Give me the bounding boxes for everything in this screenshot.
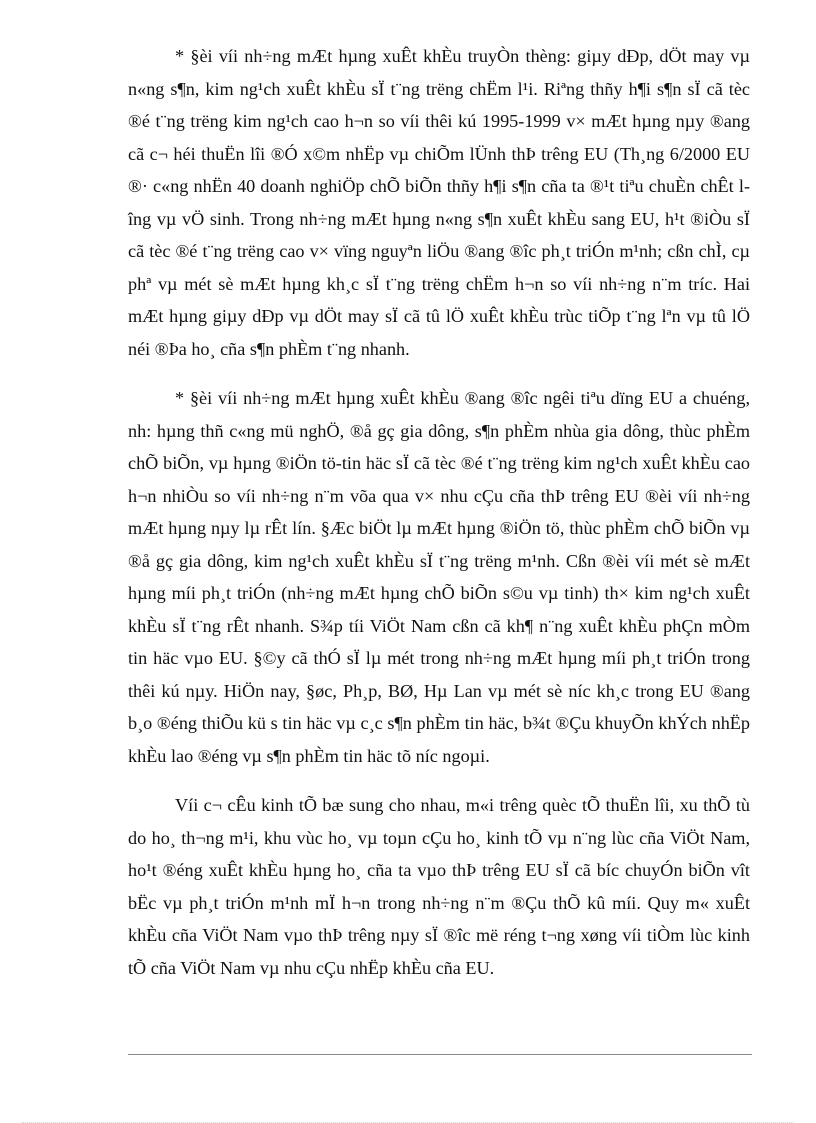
footer-divider xyxy=(128,1054,752,1055)
document-body xyxy=(128,40,750,1001)
paragraph-traditional-exports: * §èi víi nh÷ng mÆt hµng xuÊt khÈu truyÒn thèng: giµy dÐp, dÖt may vµ n«ng s¶n, kim ng¹ch xuÊt khÈu sÏ t¨ng trëng chËm l¹i. Riªng thñy h¶i s¶n sÏ cã tèc ®é t¨ng trëng kim ng¹ch cao h¬n so víi thêi kú 1995-1999 v× mÆt hµng nµy ®ang cã c¬ héi thuËn lîi ®Ó x©m nhËp vµ chiÕm lÜnh thÞ trêng EU (Th¸ng 6/2000 EU ®· c«ng nhËn 40 doanh nghiÖp chÕ biÕn thñy h¶i s¶n cña ta ®¹t tiªu chuÈn chÊt lîng vµ vÖ sinh. Trong nh÷ng mÆt hµng n«ng s¶n xuÊt khÈu sang EU, h¹t ®iÒu sÏ cã tèc ®é t¨ng trëng cao v× vïng nguyªn liÖu ®ang ®îc ph¸t triÓn m¹nh; cßn chÌ, cµ phª vµ mét sè mÆt hµng kh¸c sÏ t¨ng trëng chËm h¬n so víi nh÷ng n¨m tríc. Hai mÆt hµng giµy dÐp vµ dÖt may sÏ cã tû lÖ xuÊt khÈu trùc tiÕp t¨ng lªn vµ tû lÖ néi ®Þa ho¸ cña s¶n phÈm t¨ng nhanh. xyxy=(128,46,750,359)
paragraph-favored-exports: * §èi víi nh÷ng mÆt hµng xuÊt khÈu ®ang ®îc ngêi tiªu dïng EU a chuéng, nh: hµng thñ c«ng mü nghÖ, ®å gç gia dông, s¶n phÈm nhùa gia dông, thùc phÈm chÕ biÕn, vµ hµng ®iÖn tö-tin häc sÏ cã tèc ®é t¨ng trëng kim ng¹ch xuÊt khÈu cao h¬n nhiÒu so víi nh÷ng n¨m võa qua v× nhu cÇu cña thÞ trêng EU ®èi víi nh÷ng mÆt hµng nµy lµ rÊt lín. §Æc biÖt lµ mÆt hµng ®iÖn tö, thùc phÈm chÕ biÕn vµ ®å gç gia dông, kim ng¹ch xuÊt khÈu sÏ t¨ng trëng m¹nh. Cßn ®èi víi mét sè mÆt hµng míi ph¸t triÓn (nh÷ng mÆt hµng chÕ biÕn s©u vµ tinh) th× kim ng¹ch xuÊt khÈu sÏ t¨ng rÊt nhanh. S¾p tíi ViÖt Nam cßn cã kh¶ n¨ng xuÊt khÈu phÇn mÒm tin häc vµo EU. §©y cã thÓ sÏ lµ mét trong nh÷ng mÆt hµng míi ph¸t triÓn trong thêi kú nµy. HiÖn nay, §øc, Ph¸p, BØ, Hµ Lan vµ mét sè níc kh¸c trong EU ®ang b¸o ®éng thiÕu kü s tin häc vµ c¸c s¶n phÈm tin häc, b¾t ®Çu khuyÕn khÝch nhËp khÈu lao ®éng vµ s¶n phÈm tin häc tõ níc ngoµi. xyxy=(128,388,750,766)
paragraph-outlook: Víi c¬ cÊu kinh tÕ bæ sung cho nhau, m«i trêng quèc tÕ thuËn lîi, xu thÕ tù do ho¸ th¬ng m¹i, khu vùc ho¸ vµ toµn cÇu ho¸ kinh tÕ vµ n¨ng lùc cña ViÖt Nam, ho¹t ®éng xuÊt khÈu hµng ho¸ cña ta vµo thÞ trêng EU sÏ cã bíc chuyÓn biÕn vît bËc vµ ph¸t triÓn m¹nh mÏ h¬n trong nh÷ng n¨m ®Çu thÕ kû míi. Quy m« xuÊt khÈu cña ViÖt Nam vµo thÞ trêng nµy sÏ ®îc më réng t¬ng xøng víi tiÒm lùc kinh tÕ cña ViÖt Nam vµ nhu cÇu nhËp khÈu cña EU. xyxy=(128,795,750,978)
